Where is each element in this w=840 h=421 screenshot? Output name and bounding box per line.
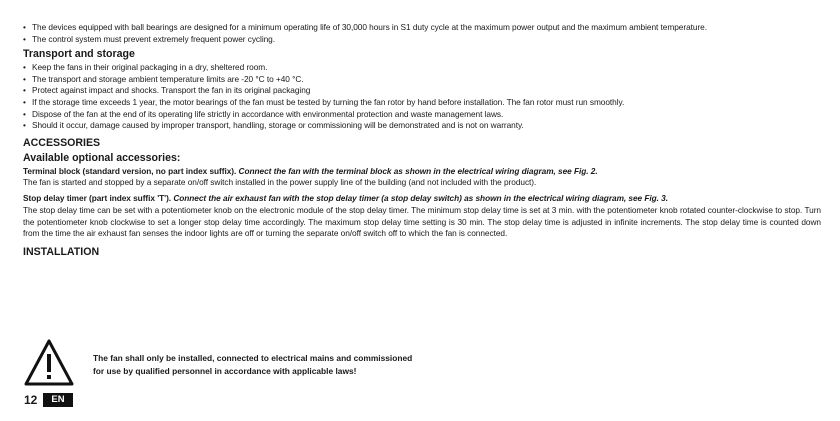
page-number: 12 (24, 393, 38, 407)
transport-bullet-list (23, 62, 821, 132)
language-badge: EN (43, 393, 72, 407)
stop-delay-title-line (23, 193, 821, 205)
accessories-heading: ACCESSORIES (23, 136, 101, 149)
list-item: • Keep the fans in their original packaging in a dry, sheltered room. (23, 62, 821, 74)
terminal-block-text: The fan is started and stopped by a separate on/off switch installed in the power supply line of the building (and not included with the product). (23, 177, 537, 188)
list-item: • Protect against impact and shocks. Transport the fan in its original packaging (23, 85, 821, 97)
list-item: • Should it occur, damage caused by improper transport, handling, storage or commissioning will be demonstrated and is not on warranty. (23, 120, 821, 132)
stop-delay-text: The stop delay time can be set with a potentiometer knob on the electronic module of the stop delay timer. The minimum stop delay time is set at 3 min. with the potentiometer knob rotated counter-clockwise to stop. Turn the potentiometer knob clockwise to set a longer stop delay time accordingly. The maximum stop delay time setting is 30 min. The stop delay time is adjusted in infinite increments. The stop delay time is counted down from the time the air exhaust fan senses the indoor lights are off or turning the separate on/off switch off to which the fan is connected. (23, 204, 821, 239)
terminal-block-title: Terminal block (standard version, no part index suffix). (23, 165, 237, 176)
installation-warning (23, 338, 503, 388)
terminal-block-instruction: Connect the fan with the terminal block as shown in the electrical wiring diagram, see Fig. 2. (238, 165, 598, 176)
stop-delay-title: Stop delay timer (part index suffix 'T'). (23, 193, 172, 204)
warning-line-1: The fan shall only be installed, connected to electrical mains and commissioned (93, 353, 413, 363)
warning-line-2: for use by qualified personnel in accordance with applicable laws! (93, 366, 357, 376)
list-item: • The control system must prevent extremely frequent power cycling. (23, 34, 821, 46)
page-footer (24, 393, 73, 407)
installation-heading: INSTALLATION (23, 245, 100, 258)
stop-delay-instruction: Connect the air exhaust fan with the stop delay timer (a stop delay switch) as shown in the electrical wiring diagram, see Fig. 3. (173, 193, 668, 204)
list-item: • Dispose of the fan at the end of its operating life strictly in accordance with environmental protection and waste management laws. (23, 109, 821, 121)
list-item: • The devices equipped with ball bearings are designed for a minimum operating life of 30,000 hours in S1 duty cycle at the maximum power output and the maximum ambient temperature. (23, 22, 821, 34)
document-page (23, 22, 821, 259)
warning-text (93, 352, 513, 378)
terminal-block-title-line (23, 166, 821, 178)
warning-triangle-icon (23, 338, 75, 388)
list-item: • The transport and storage ambient temperature limits are -20 °C to +40 °C. (23, 74, 821, 86)
list-item: • If the storage time exceeds 1 year, the motor bearings of the fan must be tested by turning the fan rotor by hand before installation. The fan rotor must run smoothly. (23, 97, 821, 109)
transport-heading: Transport and storage (23, 48, 135, 61)
intro-bullet-list (23, 22, 821, 45)
accessories-subheading: Available optional accessories: (23, 151, 181, 164)
